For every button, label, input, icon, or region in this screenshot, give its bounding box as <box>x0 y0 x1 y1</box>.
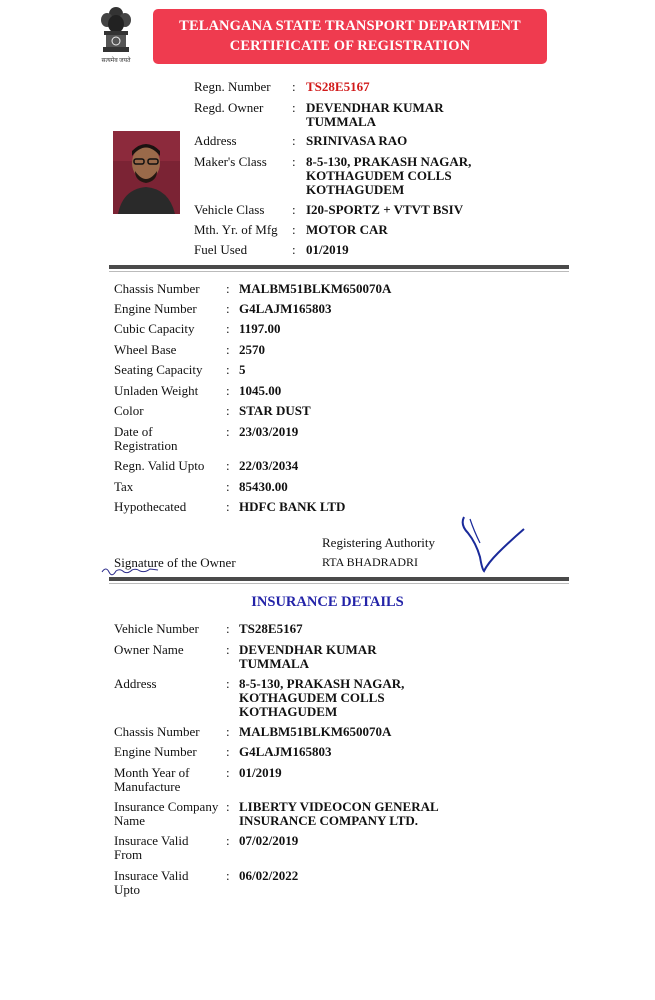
field-label: Address <box>194 133 237 148</box>
field-label: Regn. Number <box>194 79 271 94</box>
field-label: Regd. Owner <box>194 100 264 115</box>
field-separator: : <box>226 724 230 739</box>
field-label: Fuel Used <box>194 242 248 257</box>
field-label: Tax <box>114 479 134 494</box>
field-separator: : <box>292 202 296 217</box>
field-separator: : <box>226 342 230 357</box>
field-value: 1045.00 <box>239 383 282 398</box>
field-label: Owner Name <box>114 642 184 657</box>
field-value: 07/02/2019 <box>239 833 299 848</box>
field-value: 06/02/2022 <box>239 868 299 883</box>
certificate-title: CERTIFICATE OF REGISTRATION <box>229 38 471 54</box>
field-label: Maker's Class <box>194 154 267 169</box>
field-separator: : <box>226 281 230 296</box>
field-label: Chassis Number <box>114 281 200 296</box>
field-value: DEVENDHAR KUMAR TUMMALA <box>306 100 444 129</box>
section-divider-thin <box>109 271 569 272</box>
field-value: MALBM51BLKM650070A <box>239 724 392 739</box>
field-label: Hypothecated <box>114 499 187 514</box>
field-separator: : <box>226 676 230 691</box>
field-label: Month Year of Manufacture <box>114 765 190 794</box>
field-separator: : <box>292 100 296 115</box>
field-value: 2570 <box>239 342 265 357</box>
field-value: STAR DUST <box>239 403 311 418</box>
field-separator: : <box>226 362 230 377</box>
field-label: Date of Registration <box>114 424 178 453</box>
field-value: MALBM51BLKM650070A <box>239 281 392 296</box>
owner-photo <box>113 131 180 214</box>
field-value: SRINIVASA RAO <box>306 133 408 148</box>
department-title: TELANGANA STATE TRANSPORT DEPARTMENT <box>179 18 521 34</box>
field-label: Unladen Weight <box>114 383 199 398</box>
field-value: G4LAJM165803 <box>239 301 332 316</box>
insurance-title: INSURANCE DETAILS <box>251 594 404 610</box>
field-separator: : <box>226 458 230 473</box>
field-separator: : <box>226 765 230 780</box>
field-value: TS28E5167 <box>239 621 303 636</box>
field-separator: : <box>226 799 230 814</box>
field-separator: : <box>226 744 230 759</box>
field-value: 23/03/2019 <box>239 424 299 439</box>
field-label: Insurace Valid From <box>114 833 189 862</box>
field-value: 1197.00 <box>239 321 281 336</box>
field-value: DEVENDHAR KUMAR TUMMALA <box>239 642 377 671</box>
owner-signature <box>100 562 170 578</box>
field-value: 8-5-130, PRAKASH NAGAR, KOTHAGUDEM COLLS KOTHAGUDEM <box>306 154 472 197</box>
field-value: 85430.00 <box>239 479 288 494</box>
field-label: Engine Number <box>114 744 197 759</box>
field-value: 8-5-130, PRAKASH NAGAR, KOTHAGUDEM COLLS KOTHAGUDEM <box>239 676 405 719</box>
field-separator: : <box>292 133 296 148</box>
field-value: HDFC BANK LTD <box>239 499 346 514</box>
field-separator: : <box>226 301 230 316</box>
field-separator: : <box>226 321 230 336</box>
field-label: Seating Capacity <box>114 362 203 377</box>
field-value: 22/03/2034 <box>239 458 299 473</box>
field-value: MOTOR CAR <box>306 222 388 237</box>
field-value: TS28E5167 <box>306 79 370 94</box>
field-separator: : <box>226 868 230 883</box>
field-separator: : <box>226 499 230 514</box>
emblem-caption: सत्यमेव जयते <box>101 58 131 64</box>
field-label: Engine Number <box>114 301 197 316</box>
field-separator: : <box>292 242 296 257</box>
field-separator: : <box>292 222 296 237</box>
field-separator: : <box>292 154 296 169</box>
field-value: I20-SPORTZ + VTVT BSIV <box>306 202 464 217</box>
registering-authority-label: Registering Authority <box>322 535 436 550</box>
field-label: Cubic Capacity <box>114 321 195 336</box>
field-label: Vehicle Number <box>114 621 199 636</box>
field-label: Vehicle Class <box>194 202 265 217</box>
registering-authority-name: RTA BHADRADRI <box>322 555 418 569</box>
field-label: Address <box>114 676 157 691</box>
field-label: Insurance Company Name <box>114 799 219 828</box>
field-separator: : <box>226 383 230 398</box>
title-banner <box>153 9 547 64</box>
field-separator: : <box>226 833 230 848</box>
section-divider-2-thin <box>109 583 569 584</box>
section-divider <box>109 265 569 269</box>
owner-signature-label: Signature of the Owner <box>114 555 236 570</box>
field-value: 01/2019 <box>306 242 349 257</box>
field-separator: : <box>292 79 296 94</box>
section-divider-2 <box>109 577 569 581</box>
authority-signature <box>458 513 530 575</box>
field-separator: : <box>226 479 230 494</box>
field-value: 5 <box>239 362 246 377</box>
field-label: Insurace Valid Upto <box>114 868 189 897</box>
field-separator: : <box>226 642 230 657</box>
field-label: Color <box>114 403 144 418</box>
field-label: Regn. Valid Upto <box>114 458 205 473</box>
field-separator: : <box>226 621 230 636</box>
field-label: Chassis Number <box>114 724 200 739</box>
field-label: Wheel Base <box>114 342 177 357</box>
field-separator: : <box>226 424 230 439</box>
field-label: Mth. Yr. of Mfg <box>194 222 278 237</box>
field-separator: : <box>226 403 230 418</box>
field-value: LIBERTY VIDEOCON GENERAL INSURANCE COMPANY LTD. <box>239 799 438 828</box>
field-value: G4LAJM165803 <box>239 744 332 759</box>
field-value: 01/2019 <box>239 765 282 780</box>
